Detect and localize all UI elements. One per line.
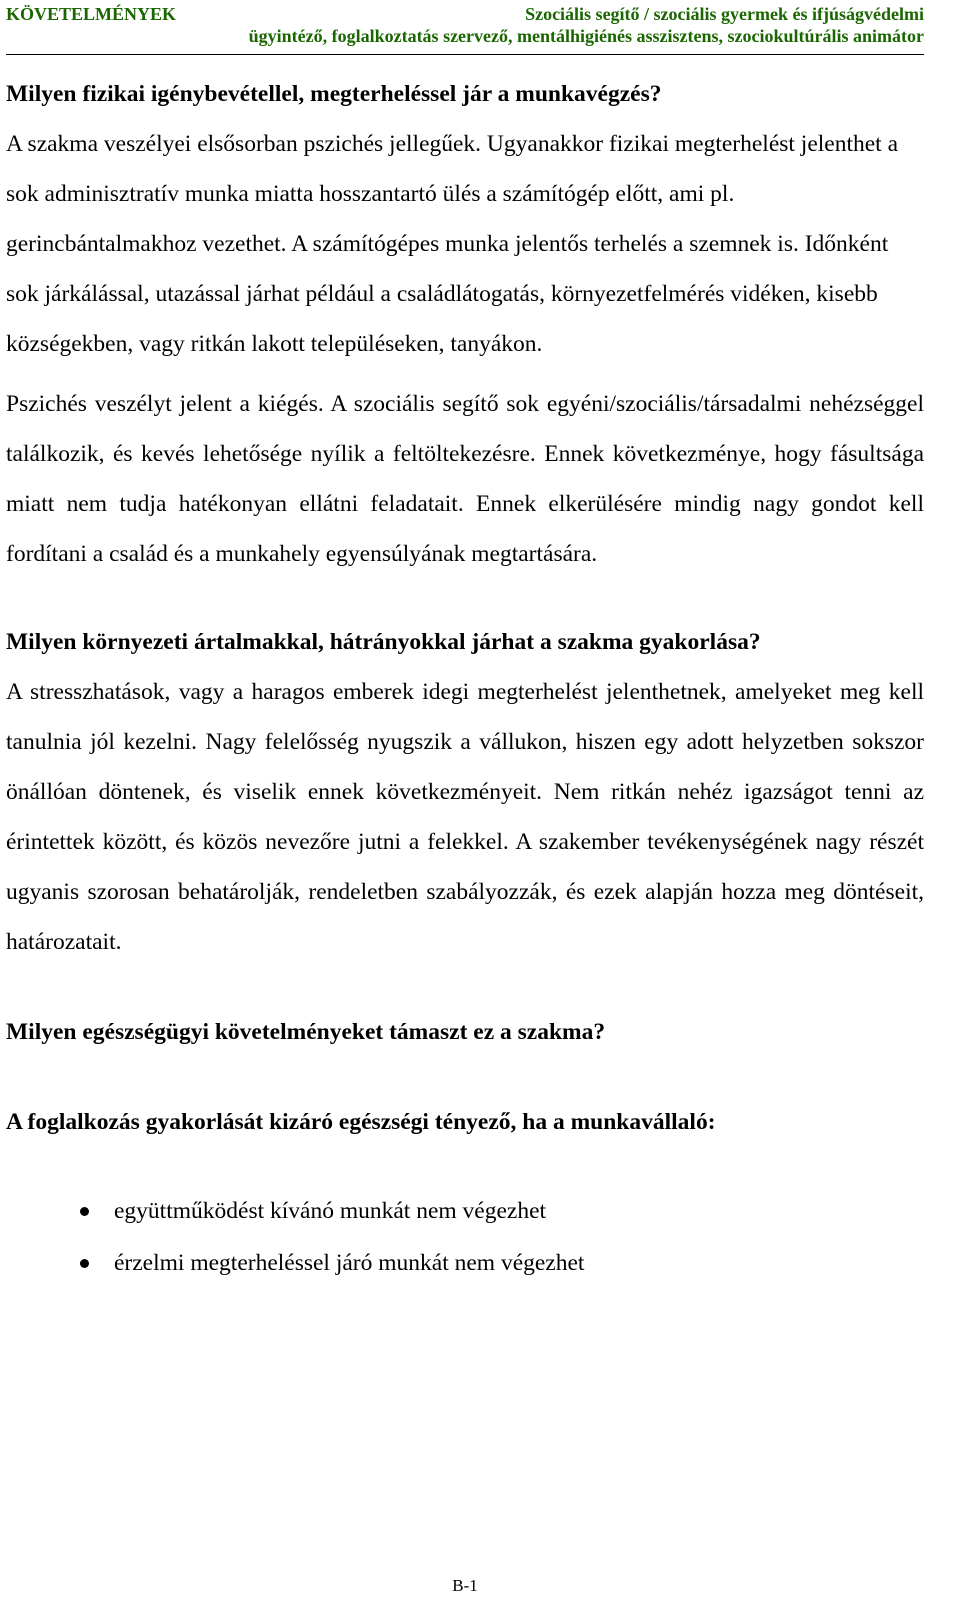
header-divider [6, 54, 924, 55]
bullet-icon [80, 1207, 89, 1216]
list-item-text: érzelmi megterheléssel járó munkát nem végezhet [114, 1250, 585, 1276]
header-occupation-list [249, 3, 924, 47]
spacer [6, 369, 924, 379]
paragraph-psychological-risk: Pszichés veszélyt jelent a kiégés. A szociális segítő sok egyéni/szociális/társadalmi nehézséggel találkozik, és kevés lehetősége nyílik a feltöltekezésre. Ennek következménye, hogy fásultsága miatt nem tudja hatékonyan ellátni feladatait. Ennek elkerülésére mindig nagy gondot kell fordítani a család és a munkahely egyensúlyának megtartására. [6, 391, 924, 567]
question-environmental-hazards: Milyen környezeti ártalmakkal, hátrányokkal járhat a szakma gyakorlása? [6, 629, 761, 655]
question-excluding-factors: A foglalkozás gyakorlását kizáró egészségi tényező, ha a munkavállaló: [6, 1109, 716, 1135]
list-item-text: együttműködést kívánó munkát nem végezhet [114, 1198, 547, 1224]
paragraph-physical-strain: A szakma veszélyei elsősorban pszichés jellegűek. Ugyanakkor fizikai megterhelést jelenthet a sok adminisztratív munka miatta hosszantartó ülés a számítógép előtt, ami pl. gerincbántalmakhoz vezethet. A számítógépes munka jelentős terhelés a szemnek is. Időnként sok járkálással, utazással járhat például a családlátogatás, környezetfelmérés vidéken, kisebb községekben, vagy ritkán lakott településeken, tanyákon. [6, 131, 899, 357]
page-number: B-1 [452, 1576, 478, 1595]
spacer [6, 1057, 924, 1097]
header-occupation-line-2: ügyintéző, foglalkoztatás szervező, mentálhigiénés asszisztens, szociokultúrális animátor [248, 26, 924, 46]
list-item [6, 1185, 924, 1237]
bullet-icon [80, 1259, 89, 1268]
spacer [6, 1147, 924, 1185]
document-body [6, 69, 924, 1289]
question-physical-strain: Milyen fizikai igénybevétellel, megterheléssel jár a munkavégzés? [6, 81, 662, 107]
spacer [6, 579, 924, 617]
question-health-requirements: Milyen egészségügyi követelményeket támaszt ez a szakma? [6, 1019, 606, 1045]
spacer [6, 967, 924, 1007]
header-section-title: KÖVETELMÉNYEK [6, 4, 177, 24]
list-item [6, 1237, 924, 1289]
page-header [6, 0, 924, 52]
paragraph-environmental-hazards: A stresszhatások, vagy a haragos emberek idegi megterhelést jelenthetnek, amelyeket meg kell tanulnia jól kezelni. Nagy felelősség nyugszik a vállukon, hiszen egy adott helyzetben sokszor önállóan döntenek, és viselik ennek következményeit. Nem ritkán nehéz igazságot tenni az érintettek között, és közös nevezőre jutni a felekkel. A szakember tevékenységének nagy részét ugyanis szorosan behatárolják, rendeletben szabályozzák, és ezek alapján hozza meg döntéseit, határozatait. [6, 679, 924, 955]
excluding-factors-list [6, 1185, 924, 1289]
document-page [6, 0, 924, 1595]
header-occupation-line-1: Szociális segítő / szociális gyermek és ifjúságvédelmi [525, 4, 924, 24]
